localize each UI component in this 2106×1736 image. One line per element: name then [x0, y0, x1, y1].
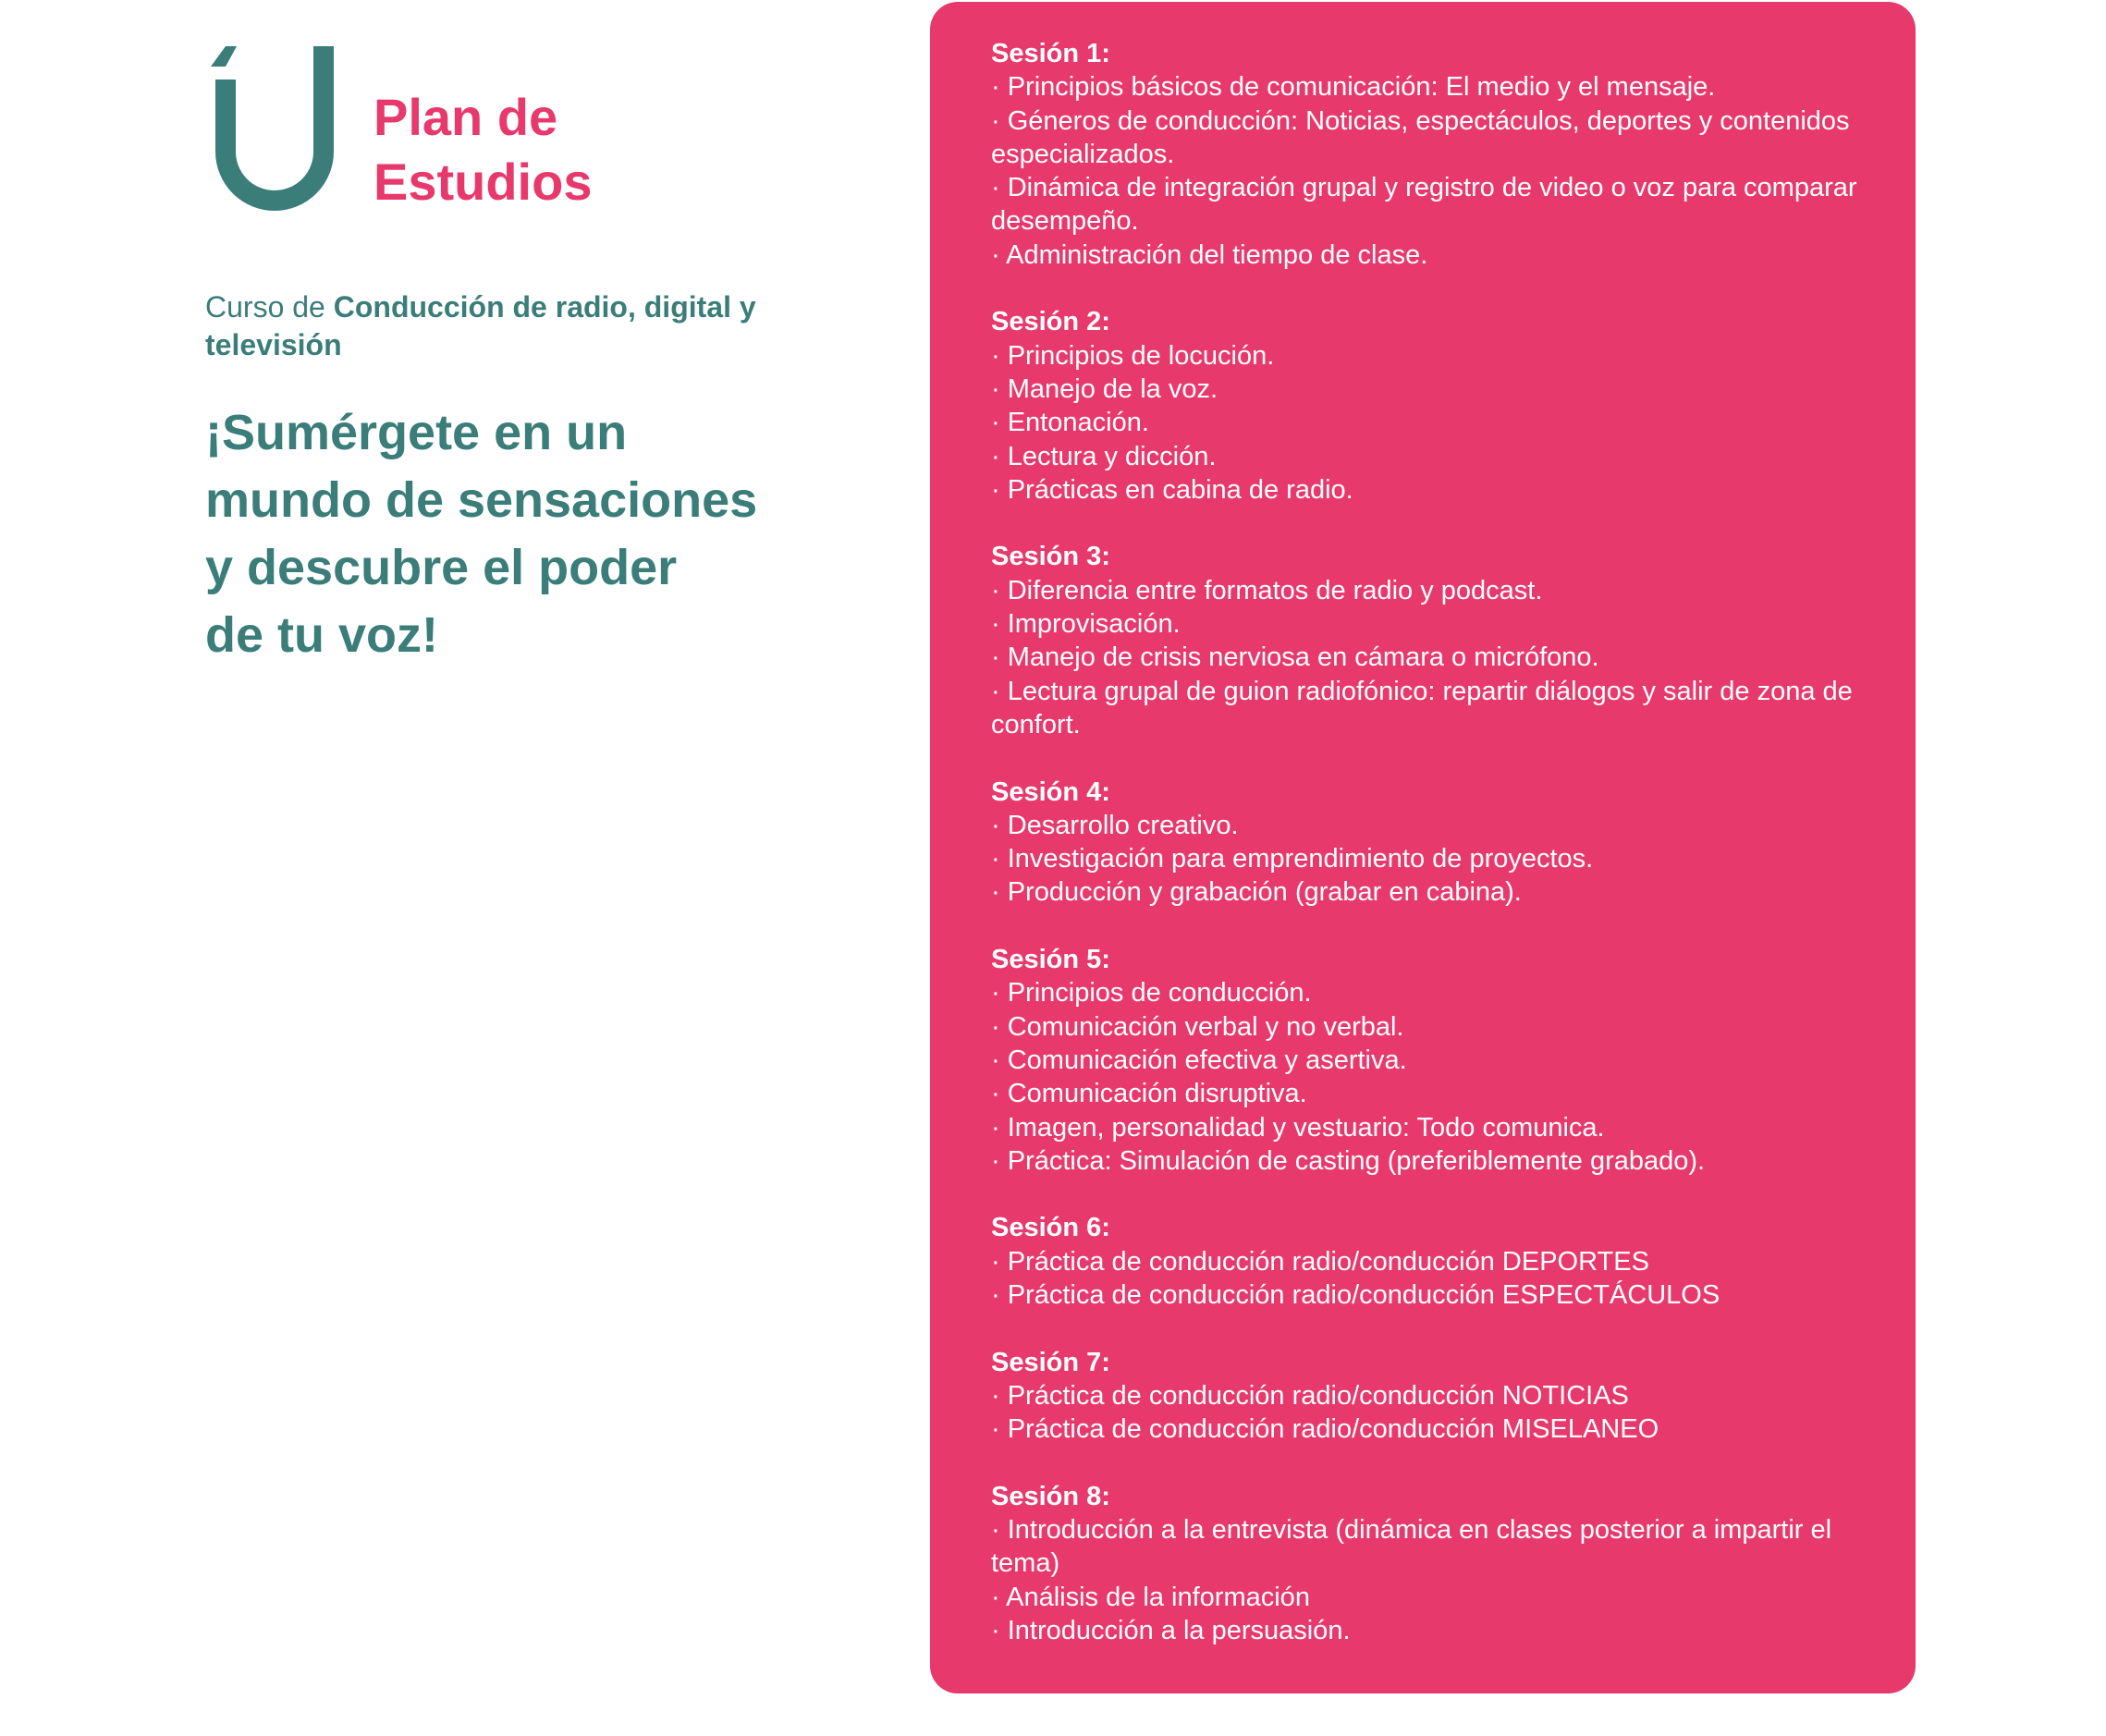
session-title: Sesión 4:	[991, 776, 1110, 807]
session-title: Sesión 5:	[991, 945, 1110, 975]
session-title: Sesión 6:	[991, 1213, 1110, 1243]
session-item: · Imagen, personalidad y vestuario: Todo comunica.	[991, 1112, 1605, 1143]
session-block	[991, 776, 1869, 910]
session-item: · Dinámica de integración grupal y registro de video o voz para comparar desempeño.	[991, 173, 1857, 237]
title-line-1: Plan de	[373, 88, 558, 146]
session-item: · Administración del tiempo de clase.	[991, 239, 1428, 270]
session-item: · Lectura y dicción.	[991, 441, 1217, 471]
tagline-line-2: mundo de sensaciones	[205, 472, 758, 528]
session-item: · Práctica de conducción radio/conducción DEPORTES	[991, 1246, 1649, 1277]
session-item: · Manejo de la voz.	[991, 373, 1218, 404]
session-list	[991, 37, 1869, 1647]
course-subtitle	[205, 288, 778, 364]
session-title: Sesión 3:	[991, 542, 1110, 572]
title-line-2: Estudios	[373, 153, 593, 211]
session-block	[991, 37, 1869, 272]
session-item: · Producción y grabación (grabar en cabina).	[991, 877, 1522, 908]
session-item: · Manejo de crisis nerviosa en cámara o micrófono.	[991, 642, 1599, 673]
session-item: · Diferencia entre formatos de radio y podcast.	[991, 575, 1543, 605]
course-name: Conducción de radio, digital y televisión	[205, 290, 756, 361]
session-title: Sesión 8:	[991, 1481, 1110, 1511]
tagline-line-3: y descubre el poder	[205, 540, 678, 595]
session-item: · Desarrollo creativo.	[991, 810, 1239, 840]
session-block	[991, 1211, 1869, 1312]
session-item: · Análisis de la información	[991, 1582, 1310, 1612]
session-item: · Comunicación efectiva y asertiva.	[991, 1045, 1407, 1075]
tagline	[205, 399, 834, 669]
session-item: · Práctica de conducción radio/conducción MISELANEO	[991, 1414, 1659, 1445]
intro-column	[205, 43, 834, 669]
session-item: · Principios básicos de comunicación: El medio y el mensaje.	[991, 72, 1716, 103]
session-item: · Principios de locución.	[991, 340, 1275, 371]
tagline-line-1: ¡Sumérgete en un	[205, 405, 628, 460]
session-item: · Géneros de conducción: Noticias, espectáculos, deportes y contenidos especializados.	[991, 105, 1850, 169]
syllabus-panel	[930, 2, 1916, 1693]
session-item: · Introducción a la persuasión.	[991, 1615, 1351, 1645]
header	[205, 43, 834, 224]
session-item: · Lectura grupal de guion radiofónico: repartir diálogos y salir de zona de confort.	[991, 676, 1853, 740]
session-item: · Práctica: Simulación de casting (preferiblemente grabado).	[991, 1145, 1706, 1176]
session-title: Sesión 2:	[991, 307, 1110, 337]
session-block	[991, 305, 1869, 507]
session-item: · Introducción a la entrevista (dinámica en clases posterior a impartir el tema)	[991, 1515, 1832, 1579]
session-title: Sesión 1:	[991, 39, 1110, 68]
session-item: · Comunicación verbal y no verbal.	[991, 1011, 1404, 1042]
session-title: Sesión 7:	[991, 1347, 1110, 1377]
session-item: · Práctica de conducción radio/conducción NOTICIAS	[991, 1380, 1629, 1411]
session-item: · Principios de conducción.	[991, 978, 1312, 1009]
session-block	[991, 943, 1869, 1178]
session-item: · Investigación para emprendimiento de proyectos.	[991, 844, 1594, 874]
session-item: · Entonación.	[991, 408, 1149, 438]
tagline-line-4: de tu voz!	[205, 607, 438, 663]
u-logo-icon	[205, 43, 344, 218]
session-item: · Improvisación.	[991, 609, 1181, 640]
session-block	[991, 1480, 1869, 1647]
session-block	[991, 1346, 1869, 1447]
session-item: · Comunicación disruptiva.	[991, 1079, 1307, 1109]
session-item: · Práctica de conducción radio/conducción ESPECTÁCULOS	[991, 1279, 1720, 1310]
page-title	[373, 85, 592, 214]
session-block	[991, 540, 1869, 741]
course-prefix: Curso de	[205, 290, 334, 324]
session-item: · Prácticas en cabina de radio.	[991, 474, 1353, 505]
